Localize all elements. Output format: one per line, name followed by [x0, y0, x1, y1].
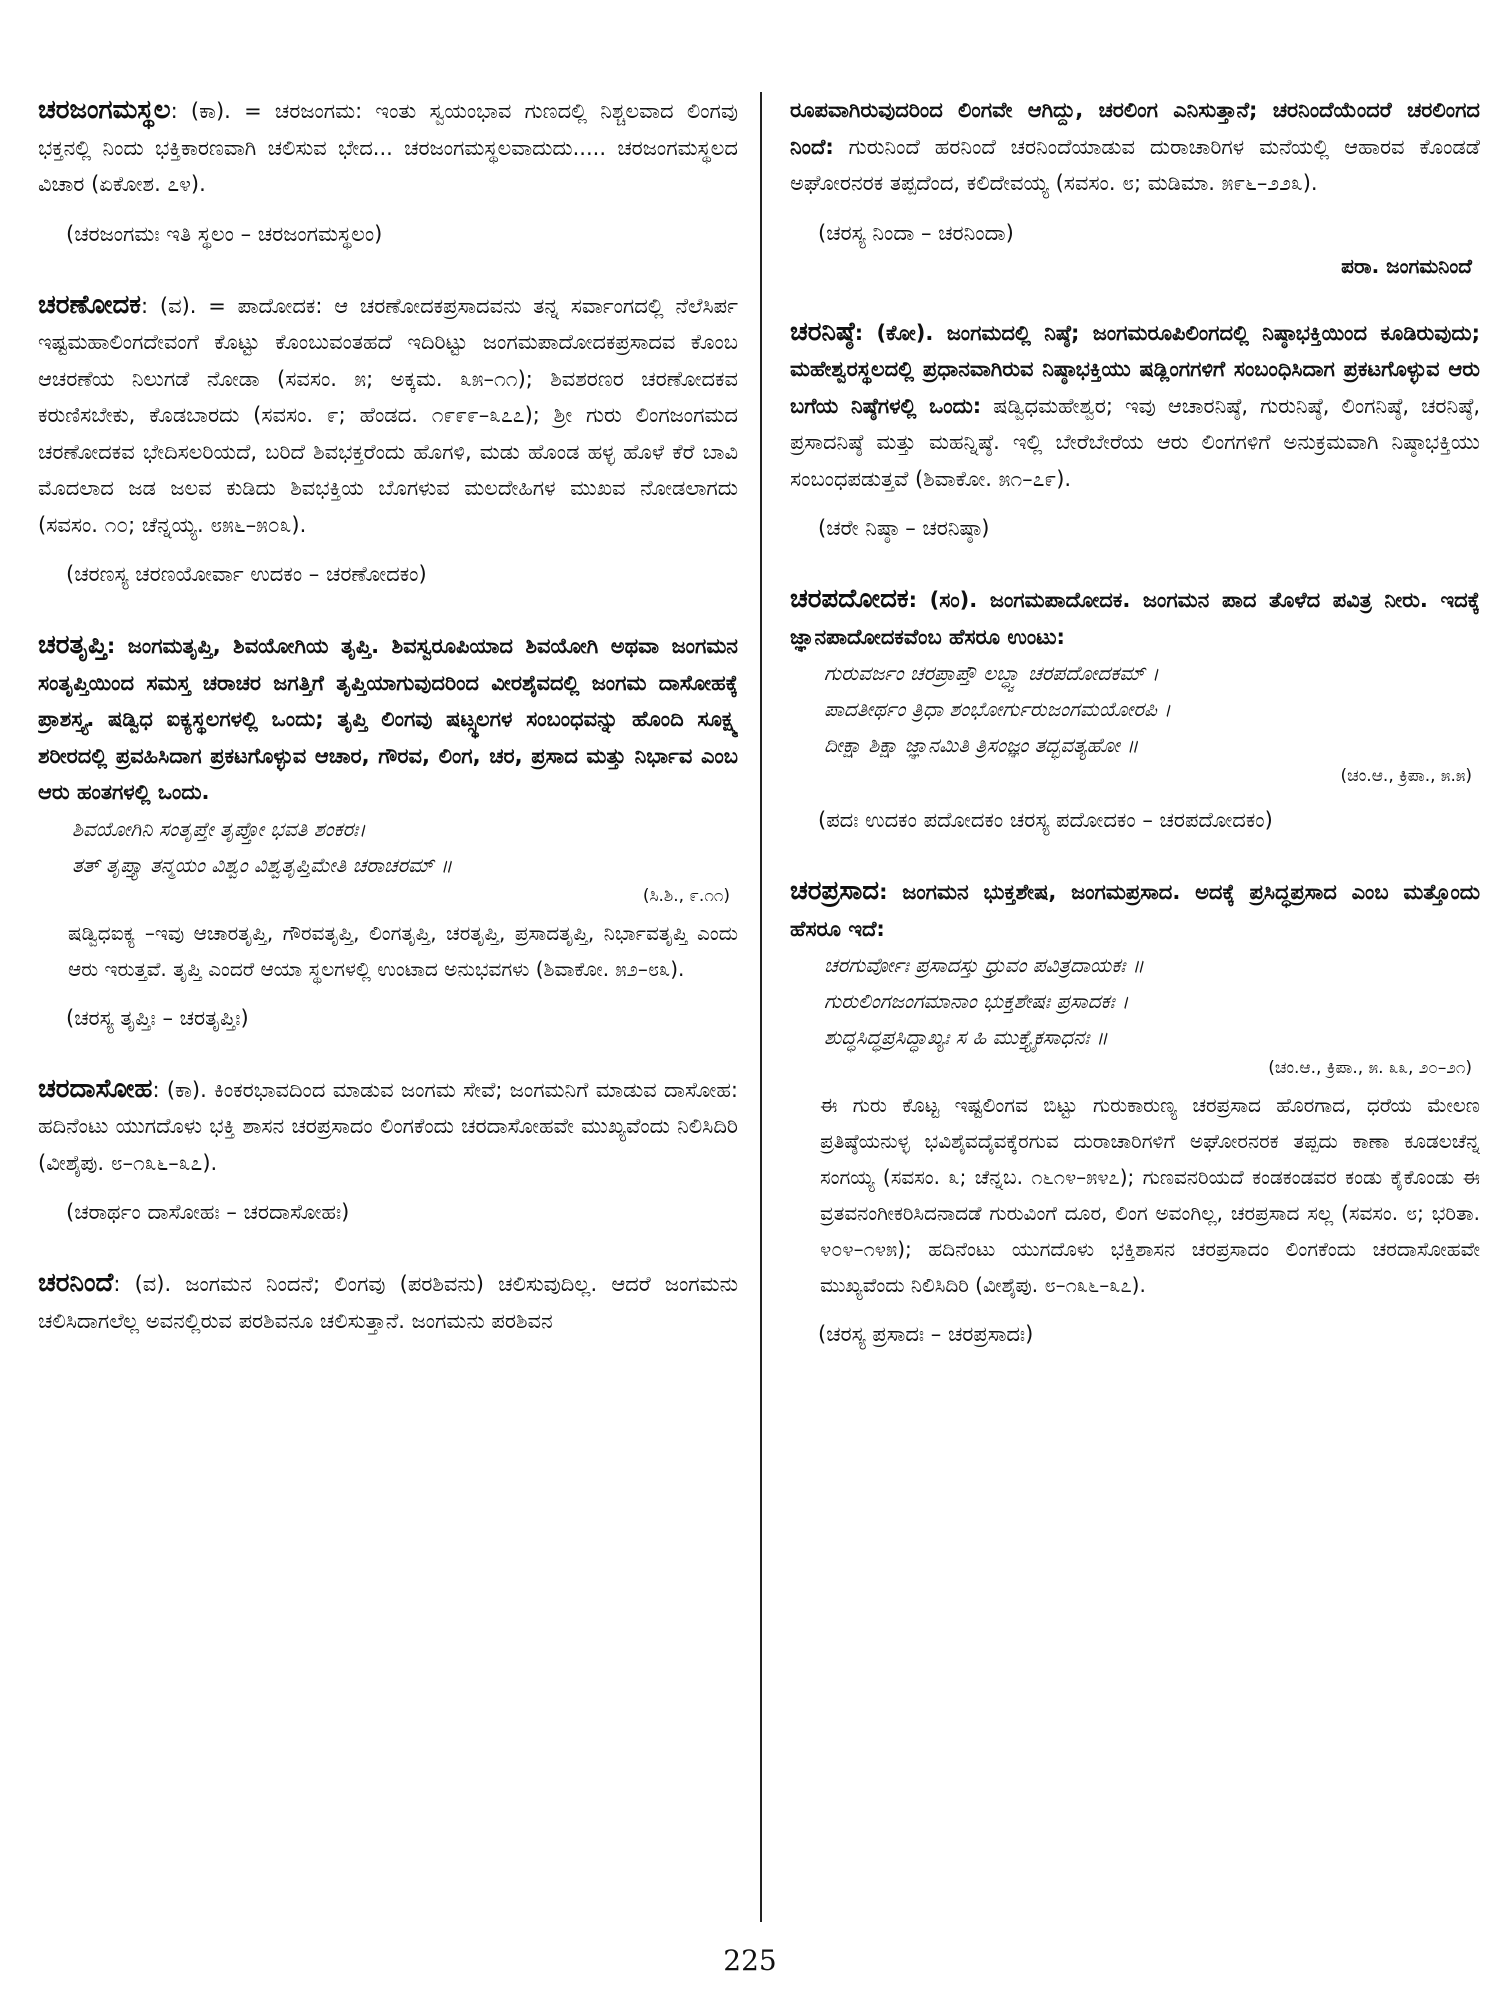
definition-text: : (ಕಾ). = ಚರಜಂಗಮ: ಇಂತು ಸ್ವಯಂಭಾವ ಗುಣದಲ್ಲಿ ನಿಶ್ಚಲವಾದ ಲಿಂಗವು ಭಕ್ತನಲ್ಲಿ ನಿಂದು ಭಕ್ತಿಕಾರಣವಾಗಿ ಚಲಿಸುವ ಭೇದ... ಚರಜಂಗಮಸ್ಥಲವಾದುದು..... ಚರಜಂಗಮಸ್ಥಲದ ವಿಚಾರ (ಏಕೋಶ. ೭೪). [38, 99, 738, 196]
etymology: (ಚರಸ್ಯ ಪ್ರಸಾದಃ – ಚರಪ್ರಸಾದಃ) [818, 1322, 1034, 1346]
entry-body [790, 873, 1480, 947]
entry-body [790, 581, 1480, 655]
entry-body [38, 627, 738, 811]
entry-charajangamasthala [38, 92, 738, 251]
definition-bold: : (ಕೋ). ಜಂಗಮದಲ್ಲಿ ನಿಷ್ಠೆ; ಜಂಗಮರೂಪಿಲಿಂಗದಲ್ಲಿ ನಿಷ್ಠಾಭಕ್ತಿಯಿಂದ ಕೂಡಿರುವುದು; ಮಹೇಶ್ವರಸ್ಥಲದಲ್ಲಿ ಪ್ರಧಾನವಾಗಿರುವ ನಿಷ್ಠಾಭಕ್ತಿಯು ಷಡ್ಲಿಂಗಗಳಿಗೆ ಸಂಬಂಧಿಸಿದಾಗ ಪ್ರಕಟಗೊಳ್ಳುವ ಆರು ಬಗೆಯ ನಿಷ್ಠೆಗಳಲ್ಲಿ ಒಂದು: [790, 320, 1480, 418]
etymology: (ಚರಸ್ಯ ನಿಂದಾ – ಚರನಿಂದಾ) [818, 220, 1014, 245]
verse-reference: (ಸಿ.ಶಿ., ೯.೧೧) [642, 885, 730, 906]
sanskrit-verse: ಗುರುವರ್ಜಂ ಚರಪ್ರಾಪ್ತೌ ಲಬ್ಧ್ವಾ ಚರಪದೋದಕಮ್ । [824, 661, 1159, 685]
definition-bold: ರೂಪವಾಗಿರುವುದರಿಂದ ಲಿಂಗವೇ ಆಗಿದ್ದು, ಚರಲಿಂಗ ಎನಿಸುತ್ತಾನೆ; ಚರನಿಂದೆಯೆಂದರೆ ಚರಲಿಂಗದ ನಿಂದೆ: [790, 98, 1480, 159]
sanskrit-verse: ದೀಕ್ಷಾ ಶಿಕ್ಷಾ ಜ್ಞಾನಮಿತಿ ತ್ರಿಸಂಜ್ಞಂ ತದ್ಭವತ್ಯಹೋ ॥ [824, 733, 1139, 757]
headword: ಚರತೃಪ್ತಿ [38, 630, 107, 660]
etymology: (ಚರಣಸ್ಯ ಚರಣಯೋರ್ವಾ ಉದಕಂ – ಚರಣೋದಕಂ) [66, 562, 427, 586]
entry-body [790, 314, 1480, 498]
sanskrit-verse: ಶುದ್ಧಸಿದ್ಧಪ್ರಸಿದ್ಧಾಖ್ಯಃ ಸ ಹಿ ಮುಕ್ತ್ಯೈಕಸಾಧನಃ ॥ [824, 1025, 1108, 1049]
entry-charanodaka [38, 287, 738, 592]
headword: ಚರಪದೋದಕ [790, 584, 909, 614]
headword: ಚರನಿಷ್ಠೆ [790, 316, 855, 347]
entry-charaninde [38, 1265, 738, 1339]
headword: ಚರಣೋದಕ [38, 289, 142, 320]
verse-reference: (ಚಂ.ಆ., ಕ್ರಿಪಾ., ೫. ೩೩, ೨೦–೨೧) [1268, 1058, 1472, 1078]
entry-body [38, 287, 738, 544]
entry-charaprasada [790, 873, 1480, 1351]
explanation-paragraph: ಷಡ್ವಿಧಐಕ್ಯ –ಇವು ಆಚಾರತೃಪ್ತಿ, ಗೌರವತೃಪ್ತಿ, ಲಿಂಗತೃಪ್ತಿ, ಚರತೃಪ್ತಿ, ಪ್ರಸಾದತೃಪ್ತಿ, ನಿರ್ಭಾವತೃಪ್ತಿ ಎಂದು ಆರು ಇರುತ್ತವೆ. ತೃಪ್ತಿ ಎಂದರೆ ಆಯಾ ಸ್ಥಲಗಳಲ್ಲಿ ಉಂಟಾದ ಅನುಭವಗಳು (ಶಿವಾಕೋ. ೫೨–೮೩). [68, 920, 738, 981]
headword: ಚರಜಂಗಮಸ್ಥಲ [38, 95, 171, 125]
verse-reference: (ಚಂ.ಆ., ಕ್ರಿಪಾ., ೫.೫) [1340, 766, 1472, 786]
page-number: 225 [723, 1944, 777, 1977]
etymology: (ಚರಾರ್ಥಂ ದಾಸೋಹಃ – ಚರದಾಸೋಹಃ) [66, 1200, 350, 1224]
definition-text: : (ವ). ಜಂಗಮನ ನಿಂದನೆ; ಲಿಂಗವು (ಪರಶಿವನು) ಚಲಿಸುವುದಿಲ್ಲ. ಆದರೆ ಜಂಗಮನು ಚಲಿಸಿದಾಗಲೆಲ್ಲ ಅವನಲ್ಲಿರುವ ಪರಶಿವನೂ ಚಲಿಸುತ್ತಾನೆ. ಜಂಗಮನು ಪರಶಿವನ [38, 1272, 738, 1333]
entry-charapadodaka [790, 581, 1480, 837]
left-column [38, 92, 738, 1932]
definition-bold: : (ಸಂ). ಜಂಗಮಪಾದೋದಕ. ಜಂಗಮನ ಪಾದ ತೊಳೆದ ಪವಿತ್ರ ನೀರು. ಇದಕ್ಕೆ ಜ್ಞಾನಪಾದೋದಕವೆಂಬ ಹೆಸರೂ ಉಂಟು: [790, 588, 1480, 649]
entry-charanishthe [790, 314, 1480, 546]
entry-body [38, 1071, 738, 1182]
entry-charadasoha [38, 1071, 738, 1230]
etymology: (ಪದಃ ಉದಕಂ ಪದೋದಕಂ ಚರಸ್ಯ ಪದೋದಕಂ – ಚರಪದೋದಕಂ) [818, 808, 1273, 832]
etymology: (ಚರಸ್ಯ ತೃಪ್ತಿಃ – ಚರತೃಪ್ತಿಃ) [66, 1005, 249, 1030]
explanation-paragraph: ಈ ಗುರು ಕೊಟ್ಟ ಇಷ್ಟಲಿಂಗವ ಬಿಟ್ಟು ಗುರುಕಾರುಣ್ಯ ಚರಪ್ರಸಾದ ಹೊರಗಾದ, ಧರೆಯ ಮೇಲಣ ಪ್ರತಿಷ್ಠೆಯನುಳ್ಳ ಭವಿಶೈವದೈವಕ್ಕೆರಗುವ ದುರಾಚಾರಿಗಳಿಗೆ ಅಘೋರನರಕ ತಪ್ಪದು ಕಾಣಾ ಕೂಡಲಚೆನ್ನ ಸಂಗಯ್ಯ (ಸವಸಂ. ೩; ಚೆನ್ನಬ. ೧೬೧೪–೫೪೭); ಗುಣವನರಿಯದೆ ಕಂಡಕಂಡವರ ಕಂಡು ಕೈಕೊಂಡು ಈ ವ್ರತವನಂಗೀಕರಿಸಿದನಾದಡೆ ಗುರುವಿಂಗೆ ದೂರ, ಲಿಂಗ ಅವಂಗಿಲ್ಲ, ಚರಪ್ರಸಾದ ಸಲ್ಲ (ಸವಸಂ. ೮; ಭರಿತಾ. ೪೦೪–೧೪೫); ಹದಿನೆಂಟು ಯುಗದೊಳು ಭಕ್ತಿಶಾಸನ ಚರಪ್ರಸಾದಂ ಲಿಂಗಕೆಂದು ಚರದಾಸೋಹವೇ ಮುಖ್ಯವೆಂದು ನಿಲಿಸಿದಿರಿ (ವೀಶೈಪು. ೮–೧೩೬–೩೭). [820, 1093, 1480, 1297]
sanskrit-verse: ಪಾದತೀರ್ಥಂ ತ್ರಿಧಾ ಶಂಭೋರ್ಗುರುಜಂಗಮಯೋರಪಿ । [824, 697, 1171, 721]
entry-body [790, 92, 1480, 202]
definition-text: ಷಡ್ವಿಧಮಹೇಶ್ವರ; ಇವು ಆಚಾರನಿಷ್ಠೆ, ಗುರುನಿಷ್ಠೆ, ಲಿಂಗನಿಷ್ಠೆ, ಚರನಿಷ್ಠೆ, ಪ್ರಸಾದನಿಷ್ಠೆ ಮತ್ತು ಮಹನ್ನಿಷ್ಠೆ. ಇಲ್ಲಿ ಬೇರೆಬೇರೆಯ ಆರು ಲಿಂಗಗಳಿಗೆ ಅನುಕ್ರಮವಾಗಿ ನಿಷ್ಠಾಭಕ್ತಿಯು ಸಂಬಂಧಪಡುತ್ತವೆ (ಶಿವಾಕೋ. ೫೧–೭೯). [790, 393, 1480, 491]
etymology: (ಚರಜಂಗಮಃ ಇತಿ ಸ್ಥಲಂ – ಚರಜಂಗಮಸ್ಥಲಂ) [66, 221, 383, 246]
definition-text: ಗುರುನಿಂದೆ ಹರನಿಂದೆ ಚರನಿಂದೆಯಾಡುವ ದುರಾಚಾರಿಗಳ ಮನೆಯಲ್ಲಿ ಆಹಾರವ ಕೊಂಡಡೆ ಅಘೋರನರಕ ತಪ್ಪದೆಂದ, ಕಲಿದೇವಯ್ಯ (ಸವಸಂ. ೮; ಮಡಿಮಾ. ೫೯೬–೨೨೩). [790, 134, 1480, 195]
column-divider [760, 92, 762, 1922]
see-also: ಪರಾ. ಜಂಗಮನಿಂದೆ [1341, 253, 1472, 278]
definition-text: : (ಕಾ). ಕಿಂಕರಭಾವದಿಂದ ಮಾಡುವ ಜಂಗಮ ಸೇವೆ; ಜಂಗಮನಿಗೆ ಮಾಡುವ ದಾಸೋಹ: ಹದಿನೆಂಟು ಯುಗದೊಳು ಭಕ್ತಿ ಶಾಸನ ಚರಪ್ರಸಾದಂ ಲಿಂಗಕೆಂದು ಚರದಾಸೋಹವೇ ಮುಖ್ಯವೆಂದು ನಿಲಿಸಿದಿರಿ (ವೀಶೈಪು. ೮–೧೩೬–೩೭). [38, 1077, 738, 1175]
entry-charaninde-continued [790, 92, 1480, 278]
headword: ಚರನಿಂದೆ [38, 1268, 114, 1298]
entry-body [38, 92, 738, 203]
sanskrit-verse: ಗುರುಲಿಂಗಜಂಗಮಾನಾಂ ಭುಕ್ತಶೇಷಃ ಪ್ರಸಾದಕಃ । [824, 989, 1129, 1013]
headword: ಚರದಾಸೋಹ [38, 1073, 153, 1104]
definition-text: : (ವ). = ಪಾದೋದಕ: ಆ ಚರಣೋದಕಪ್ರಸಾದವನು ತನ್ನ ಸರ್ವಾಂಗದಲ್ಲಿ ನೆಲೆಸಿರ್ಪ ಇಷ್ಟಮಹಾಲಿಂಗದೇವಂಗೆ ಕೊಟ್ಟು ಕೊಂಬುವಂತಹದೆ ಇದಿರಿಟ್ಟು ಜಂಗಮಪಾದೋದಕಪ್ರಸಾದವ ಕೊಂಬ ಆಚರಣೆಯ ನಿಲುಗಡೆ ನೋಡಾ (ಸವಸಂ. ೫; ಅಕ್ಕಮ. ೩೫–೧೧); ಶಿವಶರಣರ ಚರಣೋದಕವ ಕರುಣಿಸಬೇಕು, ಕೊಡಬಾರದು (ಸವಸಂ. ೯; ಹೆಂಡದ. ೧೯೯೯–೩೭೭); ಶ್ರೀ ಗುರು ಲಿಂಗಜಂಗಮದ ಚರಣೋದಕವ ಭೇದಿಸಲರಿಯದೆ, ಬರಿದೆ ಶಿವಭಕ್ತರೆಂದು ಹೊಗಳಿ, ಮಡು ಹೊಂಡ ಹಳ್ಳ ಹೊಳೆ ಕೆರೆ ಬಾವಿ ಮೊದಲಾದ ಜಡ ಜಲವ ಕುಡಿದು ಶಿವಭಕ್ತಿಯ ಬೊಗಳುವ ಮಲದೇಹಿಗಳ ಮುಖವ ನೋಡಲಾಗದು (ಸವಸಂ. ೧೦; ಚೆನ್ನಯ್ಯ. ೮೫೬–೫೦೩). [38, 293, 738, 537]
entry-charatrupti [38, 627, 738, 1035]
sanskrit-verse: ಶಿವಯೋಗಿನಿ ಸಂತೃಪ್ತೇ ತೃಪ್ತೋ ಭವತಿ ಶಂಕರಃ। [72, 816, 366, 841]
sanskrit-verse: ಚರಗುರ್ವೋಃ ಪ್ರಸಾದಸ್ತು ಧ್ರುವಂ ಪವಿತ್ರದಾಯಕಃ ॥ [824, 953, 1144, 977]
sanskrit-verse: ತತ್ ತೃಪ್ತ್ಯಾ ತನ್ಮಯಂ ವಿಶ್ವಂ ವಿಶ್ವತೃಪ್ತಿಮೇತಿ ಚರಾಚರಮ್ ॥ [72, 852, 453, 877]
definition-text: : ಜಂಗಮತೃಪ್ತಿ, ಶಿವಯೋಗಿಯ ತೃಪ್ತಿ. ಶಿವಸ್ವರೂಪಿಯಾದ ಶಿವಯೋಗಿ ಅಥವಾ ಜಂಗಮನ ಸಂತೃಪ್ತಿಯಿಂದ ಸಮಸ್ತ ಚರಾಚರ ಜಗತ್ತಿಗೆ ತೃಪ್ತಿಯಾಗುವುದರಿಂದ ವೀರಶೈವದಲ್ಲಿ ಜಂಗಮ ದಾಸೋಹಕ್ಕೆ ಪ್ರಾಶಸ್ತ್ಯ. ಷಡ್ವಿಧ ಐಕ್ಯಸ್ಥಲಗಳಲ್ಲಿ ಒಂದು; ತೃಪ್ತಿ ಲಿಂಗವು ಷಟ್ಸ್ಥಲಗಳ ಸಂಬಂಧವನ್ನು ಹೊಂದಿ ಸೂಕ್ಷ್ಮ ಶರೀರದಲ್ಲಿ ಪ್ರವಹಿಸಿದಾಗ ಪ್ರಕಟಗೊಳ್ಳುವ ಆಚಾರ, ಗೌರವ, ಲಿಂಗ, ಚರ, ಪ್ರಸಾದ ಮತ್ತು ನಿರ್ಭಾವ ಎಂಬ ಆರು ಹಂತಗಳಲ್ಲಿ ಒಂದು. [38, 634, 738, 804]
definition-bold: : ಜಂಗಮನ ಭುಕ್ತಶೇಷ, ಜಂಗಮಪ್ರಸಾದ. ಅದಕ್ಕೆ ಪ್ರಸಿದ್ಧಪ್ರಸಾದ ಎಂಬ ಮತ್ತೊಂದು ಹೆಸರೂ ಇದೆ: [790, 880, 1480, 941]
etymology: (ಚರೇ ನಿಷ್ಠಾ – ಚರನಿಷ್ಠಾ) [818, 516, 990, 540]
headword: ಚರಪ್ರಸಾದ [790, 876, 880, 906]
entry-body [38, 1265, 738, 1339]
right-column [790, 92, 1480, 1932]
